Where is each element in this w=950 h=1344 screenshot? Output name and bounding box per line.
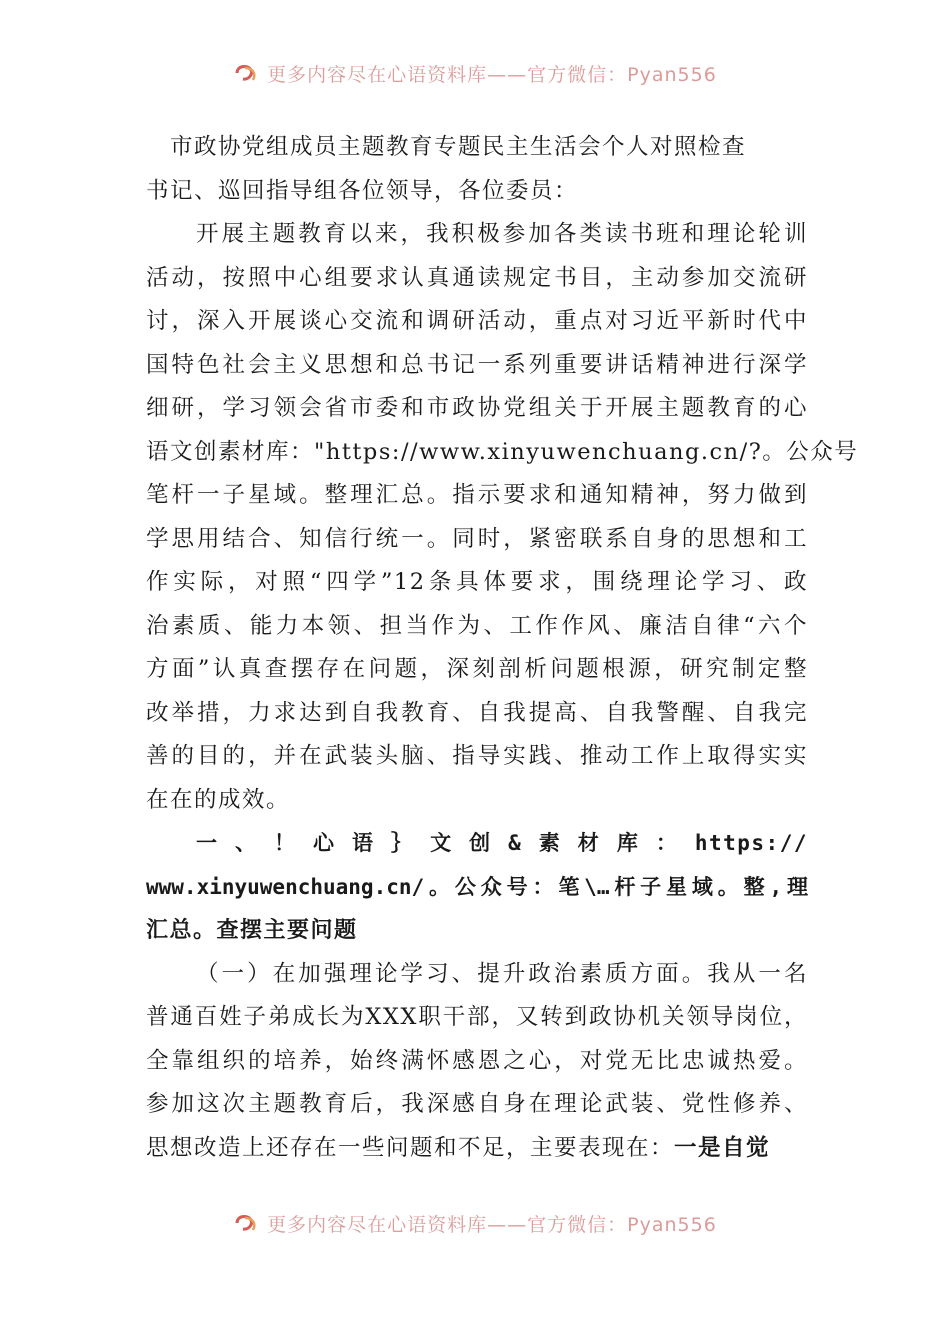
section-heading-line: www.xinyuwenchuang.cn/。公众号：笔\…杆子星域。整,理 [146, 874, 808, 899]
paragraph-line: 细研，学习领会省市委和市政协党组关于开展主题教育的心 [146, 395, 808, 421]
watermark-banner-top [0, 58, 950, 88]
paragraph-line: 讨，深入开展谈心交流和调研活动，重点对习近平新时代中 [146, 308, 808, 334]
paragraph-text: 思想改造上还存在一些问题和不足，主要表现在： [146, 1134, 675, 1161]
paragraph-line: 国特色社会主义思想和总书记一系列重要讲话精神进行深学 [146, 351, 808, 378]
paragraph-line: 作实际，对照“四学”12条具体要求，围绕理论学习、政 [146, 569, 808, 595]
paragraph-line: 开展主题教育以来，我积极参加各类读书班和理论轮训 [196, 221, 808, 247]
paragraph-line: 改举措，力求达到自我教育、自我提高、自我警醒、自我完 [146, 699, 808, 726]
paragraph-line: 活动，按照中心组要求认真通读规定书目，主动参加交流研 [146, 264, 808, 291]
watermark-text: 更多内容尽在心语资料库——官方微信：Pyan556 [267, 63, 717, 86]
brand-logo-icon [233, 62, 259, 84]
paragraph-line: （一）在加强理论学习、提升政治素质方面。我从一名 [196, 960, 808, 987]
page-title: 市政协党组成员主题教育专题民主生活会个人对照检查 [170, 134, 747, 160]
paragraph-line: 在在的成效。 [146, 786, 291, 813]
salutation: 书记、巡回指导组各位领导，各位委员： [146, 177, 579, 204]
paragraph-line: 参加这次主题教育后，我深感自身在理论武装、党性修养、 [146, 1091, 808, 1117]
paragraph-line: 治素质、能力本领、担当作为、工作作风、廉洁自律“六个 [146, 612, 808, 639]
paragraph-line: 普通百姓子弟成长为XXX职干部，又转到政协机关领导岗位， [146, 1004, 808, 1030]
paragraph-line: 笔杆一子星域。整理汇总。指示要求和通知精神，努力做到 [146, 482, 808, 508]
paragraph-line: 全靠组织的培养，始终满怀感恩之心，对党无比忠诚热爱。 [146, 1047, 808, 1074]
document-body [146, 126, 859, 1170]
paragraph-line: 善的目的，并在武装头脑、指导实践、推动工作上取得实实 [146, 743, 808, 769]
watermark-banner-bottom [0, 1208, 950, 1238]
paragraph-line [146, 1127, 808, 1171]
paragraph-line: 语文创素材库："https://www.xinyuwenchuang.cn/?。公众号 [146, 438, 859, 465]
brand-logo-icon [233, 1212, 259, 1234]
paragraph-line: 方面”认真查摆存在问题，深刻剖析问题根源，研究制定整 [146, 656, 808, 682]
watermark-text: 更多内容尽在心语资料库——官方微信：Pyan556 [267, 1213, 717, 1236]
emphasis-text: 一是自觉 [674, 1134, 771, 1161]
section-heading-line: 一、！心语｝文创&素材库：https:// [196, 831, 808, 855]
paragraph-line: 学思用结合、知信行统一。同时，紧密联系自身的思想和工 [146, 525, 808, 552]
section-heading-line: 汇总。查摆主要问题 [146, 918, 358, 943]
